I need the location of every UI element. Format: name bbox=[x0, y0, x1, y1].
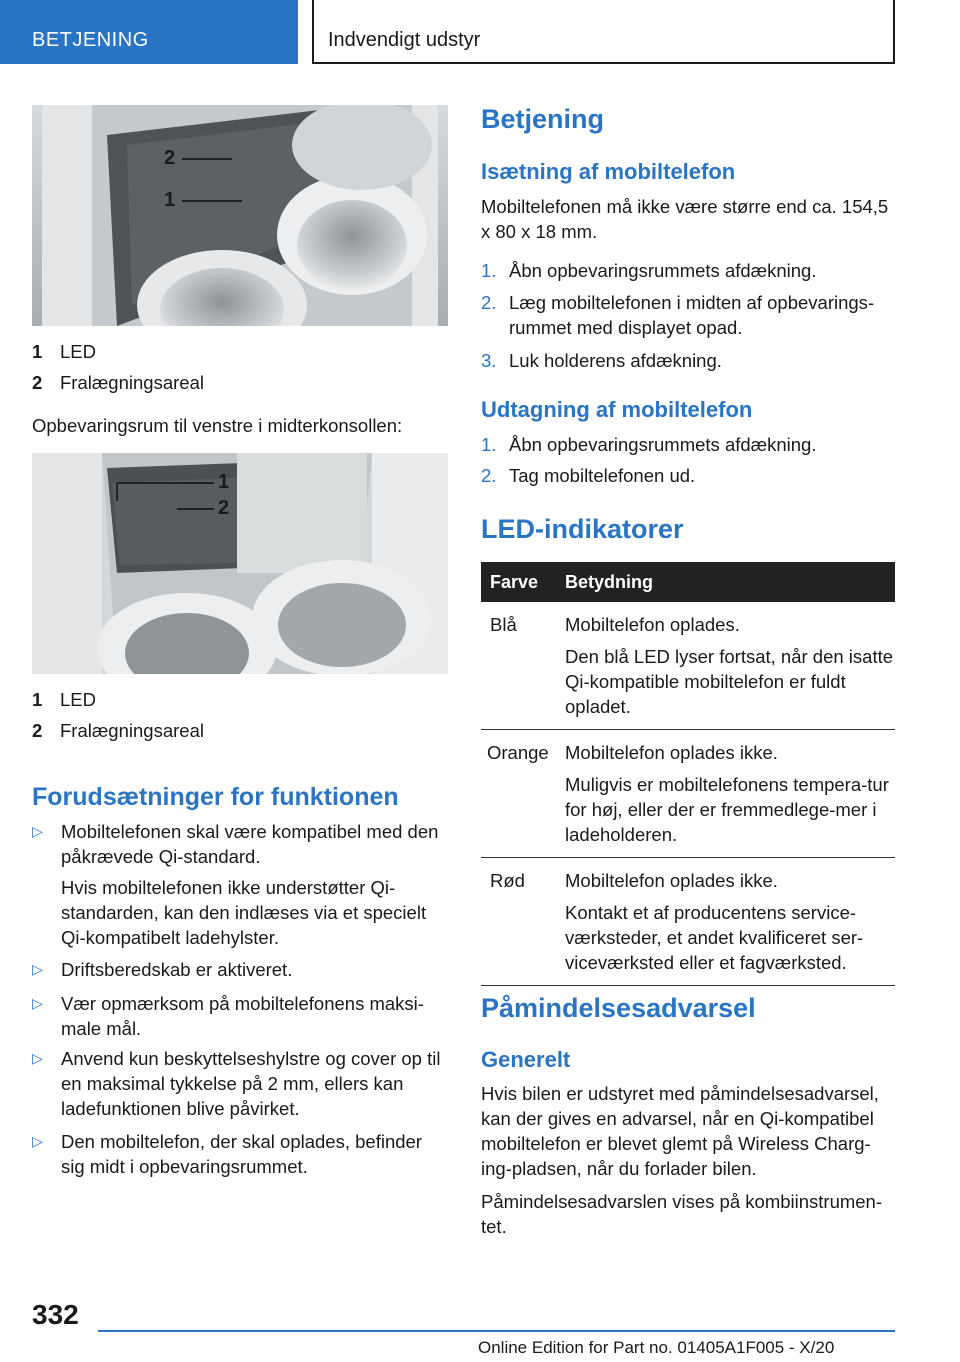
prereq-text: Vær opmærksom på mobiltelefonens maksi-male mål. bbox=[61, 993, 424, 1039]
prereq-text: Anvend kun beskyttelseshylstre og cover op til en maksimal tykkelse på 2 mm, ellers kan ladefunktionen blive påvirket. bbox=[61, 1048, 441, 1119]
callout-1: 1 bbox=[218, 471, 230, 493]
table-row bbox=[481, 730, 895, 858]
step-number: 2. bbox=[481, 292, 497, 313]
legend-label: LED bbox=[60, 689, 96, 710]
callout-1: 1 bbox=[164, 189, 176, 211]
led-meaning: Mobiltelefon oplades ikke. bbox=[565, 742, 778, 763]
column-header-color: Farve bbox=[490, 572, 539, 592]
led-heading: LED-indikatorer bbox=[481, 514, 684, 544]
prereq-item bbox=[32, 819, 442, 950]
step-text: Luk holderens afdækning. bbox=[509, 350, 722, 371]
reminder-paragraph-1: Hvis bilen er udstyret med påmindelsesadvarsel, kan der gives en advarsel, når en Qi-kompatibel mobiltelefon er blevet glemt på Wireless Charg-ing-pladsen, når du forlader bilen. bbox=[481, 1083, 879, 1179]
insert-step bbox=[481, 290, 895, 340]
triangle-bullet-icon: ▷ bbox=[32, 995, 43, 1011]
remove-heading: Udtagning af mobiltelefon bbox=[481, 397, 753, 422]
led-color: Blå bbox=[490, 614, 517, 635]
prereq-heading: Forudsætninger for funktionen bbox=[32, 783, 399, 811]
reminder-paragraph-2: Påmindelsesadvarslen vises på kombiinstrumen-tet. bbox=[481, 1191, 883, 1237]
column-header-meaning: Betydning bbox=[565, 572, 653, 592]
remove-step bbox=[481, 432, 895, 457]
callout-2: 2 bbox=[218, 497, 230, 519]
edition-note: Online Edition for Part no. 01405A1F005 - X/20 bbox=[478, 1338, 835, 1357]
triangle-bullet-icon: ▷ bbox=[32, 823, 43, 839]
legend-number: 2 bbox=[32, 372, 43, 393]
insert-heading: Isætning af mobiltelefon bbox=[481, 159, 736, 184]
prereq-note: Hvis mobiltelefonen ikke understøtter Qi-standarden, kan den indlæses via et specielt Qi-kompatibelt ladehylster. bbox=[61, 877, 427, 948]
led-color: Rød bbox=[490, 870, 525, 891]
legend-number: 2 bbox=[32, 720, 43, 741]
table-row bbox=[481, 602, 895, 730]
triangle-bullet-icon: ▷ bbox=[32, 1050, 43, 1066]
prereq-item bbox=[32, 991, 442, 1041]
legend-item bbox=[32, 371, 204, 395]
prereq-text: Mobiltelefonen skal være kompatibel med den påkrævede Qi-standard. bbox=[61, 821, 439, 867]
insert-step bbox=[481, 258, 895, 283]
table-header bbox=[481, 562, 895, 602]
step-number: 2. bbox=[481, 465, 497, 486]
page-number: 332 bbox=[32, 1299, 79, 1330]
led-detail: Kontakt et af producentens service-værksteder, et andet kvalificeret ser-viceværksted eller et fagværksted. bbox=[565, 902, 864, 973]
legend-label: Fralægningsareal bbox=[60, 372, 204, 393]
step-text: Åbn opbevaringsrummets afdækning. bbox=[509, 434, 817, 455]
legend-label: LED bbox=[60, 341, 96, 362]
led-detail: Den blå LED lyser fortsat, når den isatte Qi-kompatible mobiltelefon er fuldt opladet. bbox=[565, 646, 894, 717]
insert-text: Mobiltelefonen må ikke være større end ca. 154,5 x 80 x 18 mm. bbox=[481, 196, 889, 242]
console-photo-2 bbox=[32, 453, 448, 674]
operation-heading: Betjening bbox=[481, 104, 605, 134]
led-table bbox=[481, 562, 895, 986]
legend-item bbox=[32, 688, 96, 712]
footer-rule bbox=[98, 1330, 895, 1332]
step-number: 1. bbox=[481, 260, 497, 281]
section-tab bbox=[0, 0, 298, 64]
led-meaning: Mobiltelefon oplades. bbox=[565, 614, 740, 635]
legend-item bbox=[32, 340, 96, 364]
led-color: Orange bbox=[487, 742, 549, 763]
legend-item bbox=[32, 719, 204, 743]
step-number: 1. bbox=[481, 434, 497, 455]
console-photo-1 bbox=[32, 105, 448, 326]
callout-2: 2 bbox=[164, 147, 176, 169]
prereq-text: Driftsberedskab er aktiveret. bbox=[61, 959, 293, 980]
prereq-item bbox=[32, 1046, 442, 1121]
prereq-item bbox=[32, 1129, 442, 1179]
storage-intro: Opbevaringsrum til venstre i midterkonsollen: bbox=[32, 415, 403, 436]
chapter-title: Indvendigt udstyr bbox=[328, 29, 481, 51]
table-row bbox=[481, 858, 895, 986]
step-text: Åbn opbevaringsrummets afdækning. bbox=[509, 260, 817, 281]
prereq-text: Den mobiltelefon, der skal oplades, befinder sig midt i opbevaringsrummet. bbox=[61, 1131, 422, 1177]
reminder-heading: Påmindelsesadvarsel bbox=[481, 993, 756, 1023]
prereq-item bbox=[32, 957, 442, 982]
legend-number: 1 bbox=[32, 341, 43, 362]
legend-label: Fralægningsareal bbox=[60, 720, 204, 741]
triangle-bullet-icon: ▷ bbox=[32, 1133, 43, 1149]
legend-number: 1 bbox=[32, 689, 43, 710]
step-text: Læg mobiltelefonen i midten af opbevarings-rummet med displayet opad. bbox=[509, 292, 875, 338]
insert-step bbox=[481, 348, 895, 373]
triangle-bullet-icon: ▷ bbox=[32, 961, 43, 977]
section-title: BETJENING bbox=[32, 29, 149, 51]
reminder-subheading: Generelt bbox=[481, 1047, 571, 1072]
step-text: Tag mobiltelefonen ud. bbox=[509, 465, 696, 486]
remove-step bbox=[481, 463, 895, 488]
led-meaning: Mobiltelefon oplades ikke. bbox=[565, 870, 778, 891]
chapter-box bbox=[312, 0, 895, 64]
led-detail: Muligvis er mobiltelefonens tempera-tur for høj, eller der er fremmedlege-mer i ladeholderen. bbox=[565, 774, 889, 845]
step-number: 3. bbox=[481, 350, 497, 371]
